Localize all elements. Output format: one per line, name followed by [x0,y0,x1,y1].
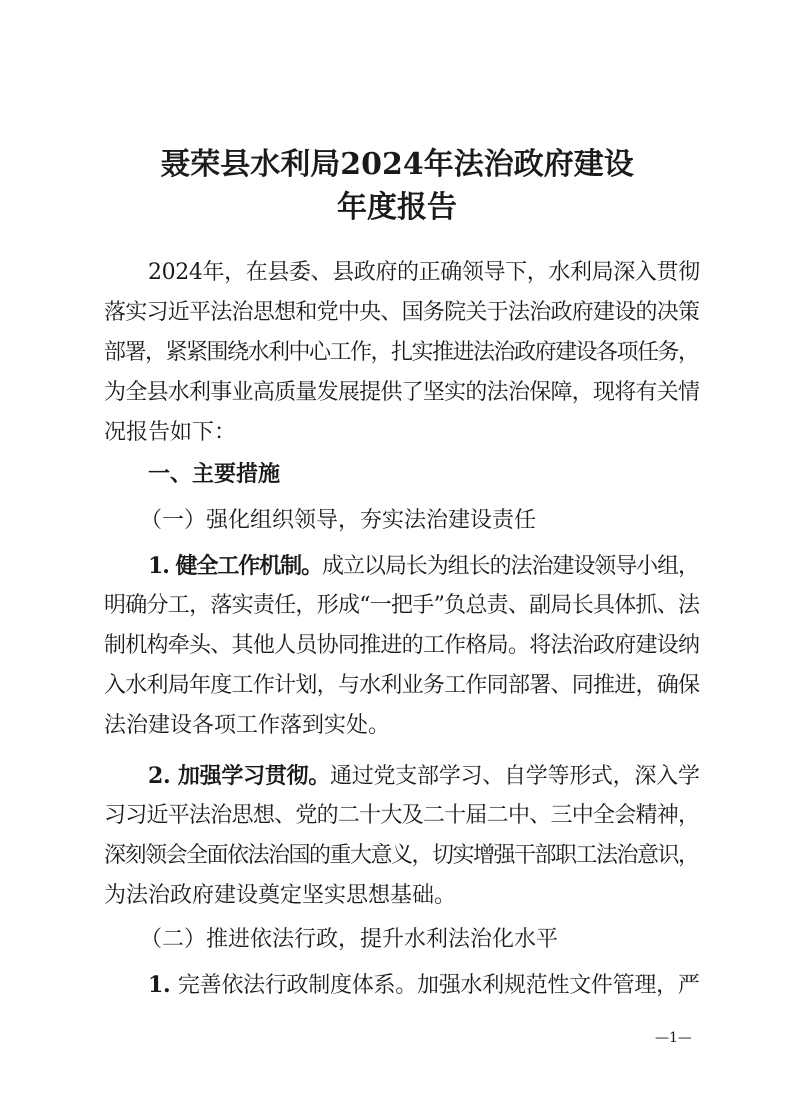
section-heading: 一、主要措施 [148,461,281,487]
text-line: 况报告如下： [104,420,237,445]
text-line: 部署，紧紧围绕水利中心工作，扎实推进法治政府建设各项任务， [104,340,699,365]
text-line: 落实习近平法治思想和党中央、国务院关于法治政府建设的决策 [104,300,700,325]
text-line [148,971,700,1000]
item-number: 1. [148,553,176,579]
text-line: 2024年，在县委、县政府的正确领导下，水利局深入贯彻 [148,260,700,285]
title-line-2: 年度报告 [337,190,457,225]
text: 加强水利规范性文件管理，严 [417,973,700,998]
text-line: 明确分工，落实责任，形成“一把手”负总责、副局长具体抓、法 [104,593,700,618]
text-line: 法治建设各项工作落到实处。 [104,713,391,738]
item-heading: 健全工作机制。 [175,553,323,579]
item-heading: 加强学习贯彻。 [177,763,331,789]
text-line: 深刻领会全面依法治国的重大意义，切实增强干部职工法治意识， [104,843,699,868]
text-line: 习习近平法治思想、党的二十大及二十届二中、三中全会精神， [104,803,700,828]
title-line-1: 聂荣县水利局2024年法治政府建设 [160,147,634,182]
page-number: —1— [655,1030,692,1046]
text-line: 制机构牵头、其他人员协同推进的工作格局。将法治政府建设纳 [104,633,700,658]
text-line [148,762,700,791]
text: 通过党支部学习、自学等形式，深入学 [330,764,700,789]
subsection-heading: （一）强化组织领导，夯实法治建设责任 [140,508,537,533]
item-number: 2. [148,763,178,789]
text-line: 为全县水利事业高质量发展提供了坚实的法治保障，现将有关情 [104,380,700,405]
text-line [148,552,699,581]
subsection-heading: （二）推进依法行政，提升水利法治化水平 [140,927,559,952]
item-heading: 完善依法行政制度体系。 [177,973,418,998]
item-number: 1. [148,972,178,998]
text: 成立以局长为组长的法治建设领导小组， [322,554,699,579]
text-line: 入水利局年度工作计划，与水利业务工作同部署、同推进，确保 [104,673,700,698]
text-line: 为法治政府建设奠定坚实思想基础。 [104,883,457,908]
